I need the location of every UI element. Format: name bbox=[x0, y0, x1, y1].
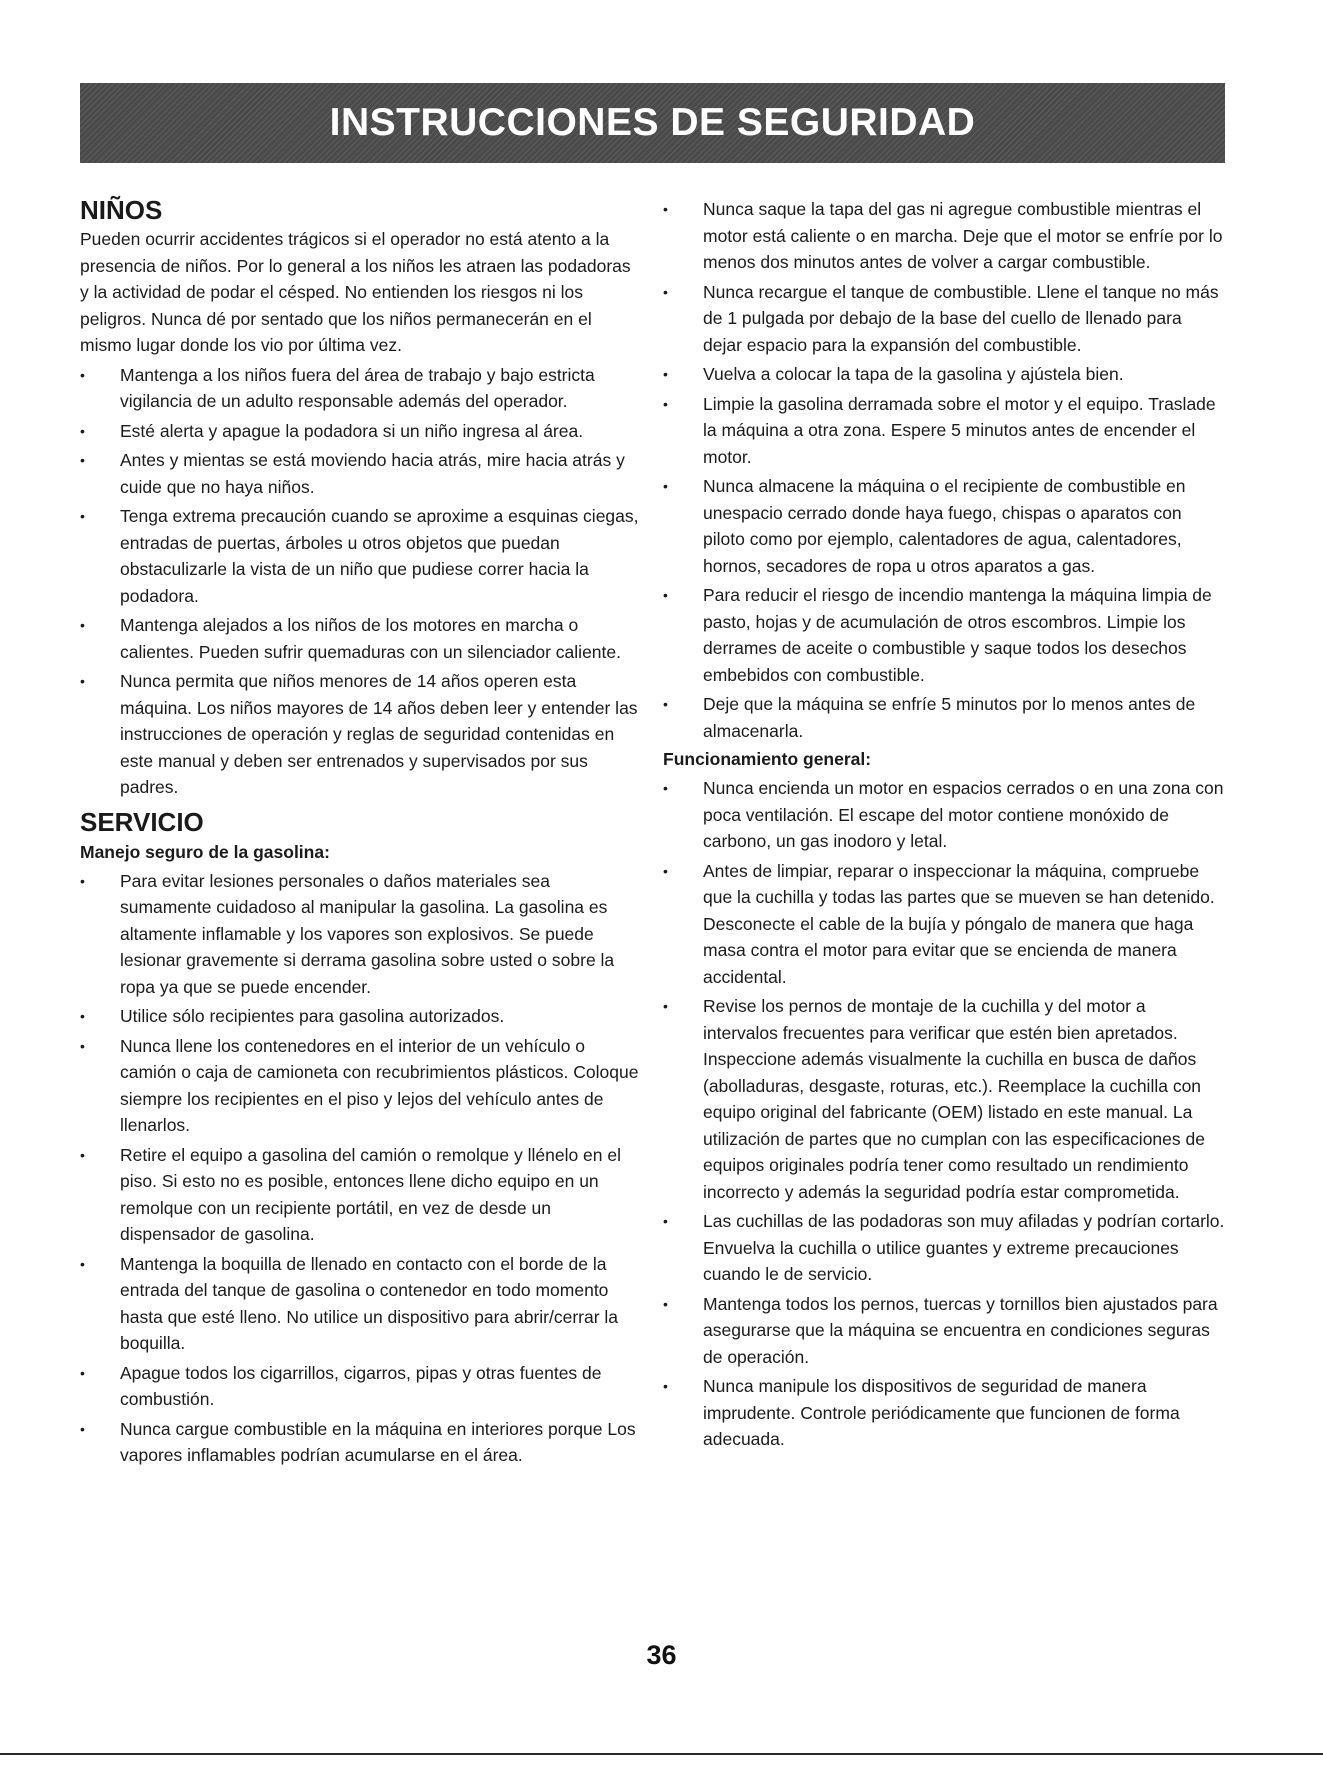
list-item: • Antes de limpiar, reparar o inspeccionar la máquina, compruebe que la cuchilla y todas las partes que se mueven se han detenido. Desconecte el cable de la bujía y póngalo de manera que haga masa contra el motor para evitar que se encienda de manera accidental. bbox=[663, 858, 1225, 991]
left-column bbox=[80, 195, 640, 1469]
ninos-bullet-list bbox=[80, 362, 640, 801]
right-column bbox=[663, 196, 1225, 1453]
bottom-divider bbox=[0, 1753, 1323, 1755]
list-item: • Mantenga todos los pernos, tuercas y tornillos bien ajustados para asegurarse que la máquina se encuentra en condiciones seguras de operación. bbox=[663, 1291, 1225, 1371]
list-item: • Esté alerta y apague la podadora si un niño ingresa al área. bbox=[80, 418, 640, 445]
list-item: • Nunca llene los contenedores en el interior de un vehículo o camión o caja de camioneta con recubrimientos plásticos. Coloque siempre los recipientes en el piso y lejos del vehículo antes de llenarlos. bbox=[80, 1033, 640, 1139]
section-heading-servicio: SERVICIO bbox=[80, 806, 204, 837]
list-item: • Utilice sólo recipientes para gasolina autorizados. bbox=[80, 1003, 640, 1030]
funcionamiento-bullet-list bbox=[663, 775, 1225, 1453]
list-item: • Nunca permita que niños menores de 14 años operen esta máquina. Los niños mayores de 14 años deben leer y entender las instrucciones de operación y reglas de seguridad contenidas en este manual y deben ser entrenados y supervisados por sus padres. bbox=[80, 668, 640, 801]
list-item: • Revise los pernos de montaje de la cuchilla y del motor a intervalos frecuentes para verificar que estén bien apretados. Inspeccione además visualmente la cuchilla en busca de daños (abolladuras, desgaste, roturas, etc.). Reemplace la cuchilla con equipo original del fabricante (OEM) listado en este manual. La utilización de partes que no cumplan con las especificaciones de equipos originales podría tener como resultado un rendimiento incorrecto y además la seguridad podría estar comprometida. bbox=[663, 993, 1225, 1205]
list-item: • Mantenga alejados a los niños de los motores en marcha o calientes. Pueden sufrir quemaduras con un silenciador caliente. bbox=[80, 612, 640, 665]
list-item: • Tenga extrema precaución cuando se aproxime a esquinas ciegas, entradas de puertas, árboles u otros objetos que puedan obstaculizarle la vista de un niño que pudiese correr hacia la podadora. bbox=[80, 503, 640, 609]
list-item: • Nunca recargue el tanque de combustible. Llene el tanque no más de 1 pulgada por debajo de la base del cuello de llenado para dejar espacio para la expansión del combustible. bbox=[663, 279, 1225, 359]
section-heading-ninos: NIÑOS bbox=[80, 195, 163, 225]
gasolina-bullet-list bbox=[80, 868, 640, 1469]
list-item: • Para evitar lesiones personales o daños materiales sea sumamente cuidadoso al manipular la gasolina. La gasolina es altamente inflamable y los vapores son explosivos. Se puede lesionar gravemente si derrama gasolina sobre usted o sobre la ropa ya que se puede encender. bbox=[80, 868, 640, 1001]
page-number: 36 bbox=[646, 1640, 677, 1670]
list-item: • Limpie la gasolina derramada sobre el motor y el equipo. Traslade la máquina a otra zona. Espere 5 minutos antes de encender el motor. bbox=[663, 391, 1225, 471]
list-item: • Vuelva a colocar la tapa de la gasolina y ajústela bien. bbox=[663, 361, 1225, 388]
subheading-funcionamiento-general: Funcionamiento general: bbox=[663, 749, 872, 769]
list-item: • Retire el equipo a gasolina del camión o remolque y llénelo en el piso. Si esto no es posible, entonces llene dicho equipo en un remolque con un recipiente portátil, en vez de desde un dispensador de gasolina. bbox=[80, 1142, 640, 1248]
list-item: • Nunca encienda un motor en espacios cerrados o en una zona con poca ventilación. El escape del motor contiene monóxido de carbono, un gas inodoro y letal. bbox=[663, 775, 1225, 855]
list-item: • Deje que la máquina se enfríe 5 minutos por lo menos antes de almacenarla. bbox=[663, 691, 1225, 744]
header-banner bbox=[80, 83, 1225, 163]
ninos-intro-paragraph: Pueden ocurrir accidentes trágicos si el operador no está atento a la presencia de niños. Por lo general a los niños les atraen las podadoras y la actividad de podar el césped. No entienden los riesgos ni los peligros. Nunca dé por sentado que los niños permanecerán en el mismo lugar donde los vio por última vez. bbox=[80, 229, 631, 355]
subheading-manejo-gasolina: Manejo seguro de la gasolina: bbox=[80, 841, 330, 862]
list-item: • Para reducir el riesgo de incendio mantenga la máquina limpia de pasto, hojas y de acumulación de otros escombros. Limpie los derrames de aceite o combustible y saque todos los desechos embebidos con combustible. bbox=[663, 582, 1225, 688]
list-item: • Mantenga la boquilla de llenado en contacto con el borde de la entrada del tanque de gasolina o contenedor en todo momento hasta que esté lleno. No utilice un dispositivo para abrir/cerrar la boquilla. bbox=[80, 1251, 640, 1357]
list-item: • Las cuchillas de las podadoras son muy afiladas y podrían cortarlo. Envuelva la cuchilla o utilice guantes y extreme precauciones cuando le de servicio. bbox=[663, 1208, 1225, 1288]
list-item: • Nunca manipule los dispositivos de seguridad de manera imprudente. Controle periódicamente que funcionen de forma adecuada. bbox=[663, 1373, 1225, 1453]
list-item: • Nunca cargue combustible en la máquina en interiores porque Los vapores inflamables podrían acumularse en el área. bbox=[80, 1416, 640, 1469]
combustible-bullet-list bbox=[663, 196, 1225, 744]
list-item: • Apague todos los cigarrillos, cigarros, pipas y otras fuentes de combustión. bbox=[80, 1360, 640, 1413]
list-item: • Antes y mientas se está moviendo hacia atrás, mire hacia atrás y cuide que no haya niños. bbox=[80, 447, 640, 500]
list-item: • Nunca almacene la máquina o el recipiente de combustible en unespacio cerrado donde haya fuego, chispas o aparatos con piloto como por ejemplo, calentadores de agua, calentadores, hornos, secadores de ropa u otros aparatos a gas. bbox=[663, 473, 1225, 579]
list-item: • Nunca saque la tapa del gas ni agregue combustible mientras el motor está caliente o en marcha. Deje que el motor se enfríe por lo menos dos minutos antes de volver a cargar combustible. bbox=[663, 196, 1225, 276]
list-item: • Mantenga a los niños fuera del área de trabajo y bajo estricta vigilancia de un adulto responsable además del operador. bbox=[80, 362, 640, 415]
page-title: INSTRUCCIONES DE SEGURIDAD bbox=[329, 101, 976, 144]
